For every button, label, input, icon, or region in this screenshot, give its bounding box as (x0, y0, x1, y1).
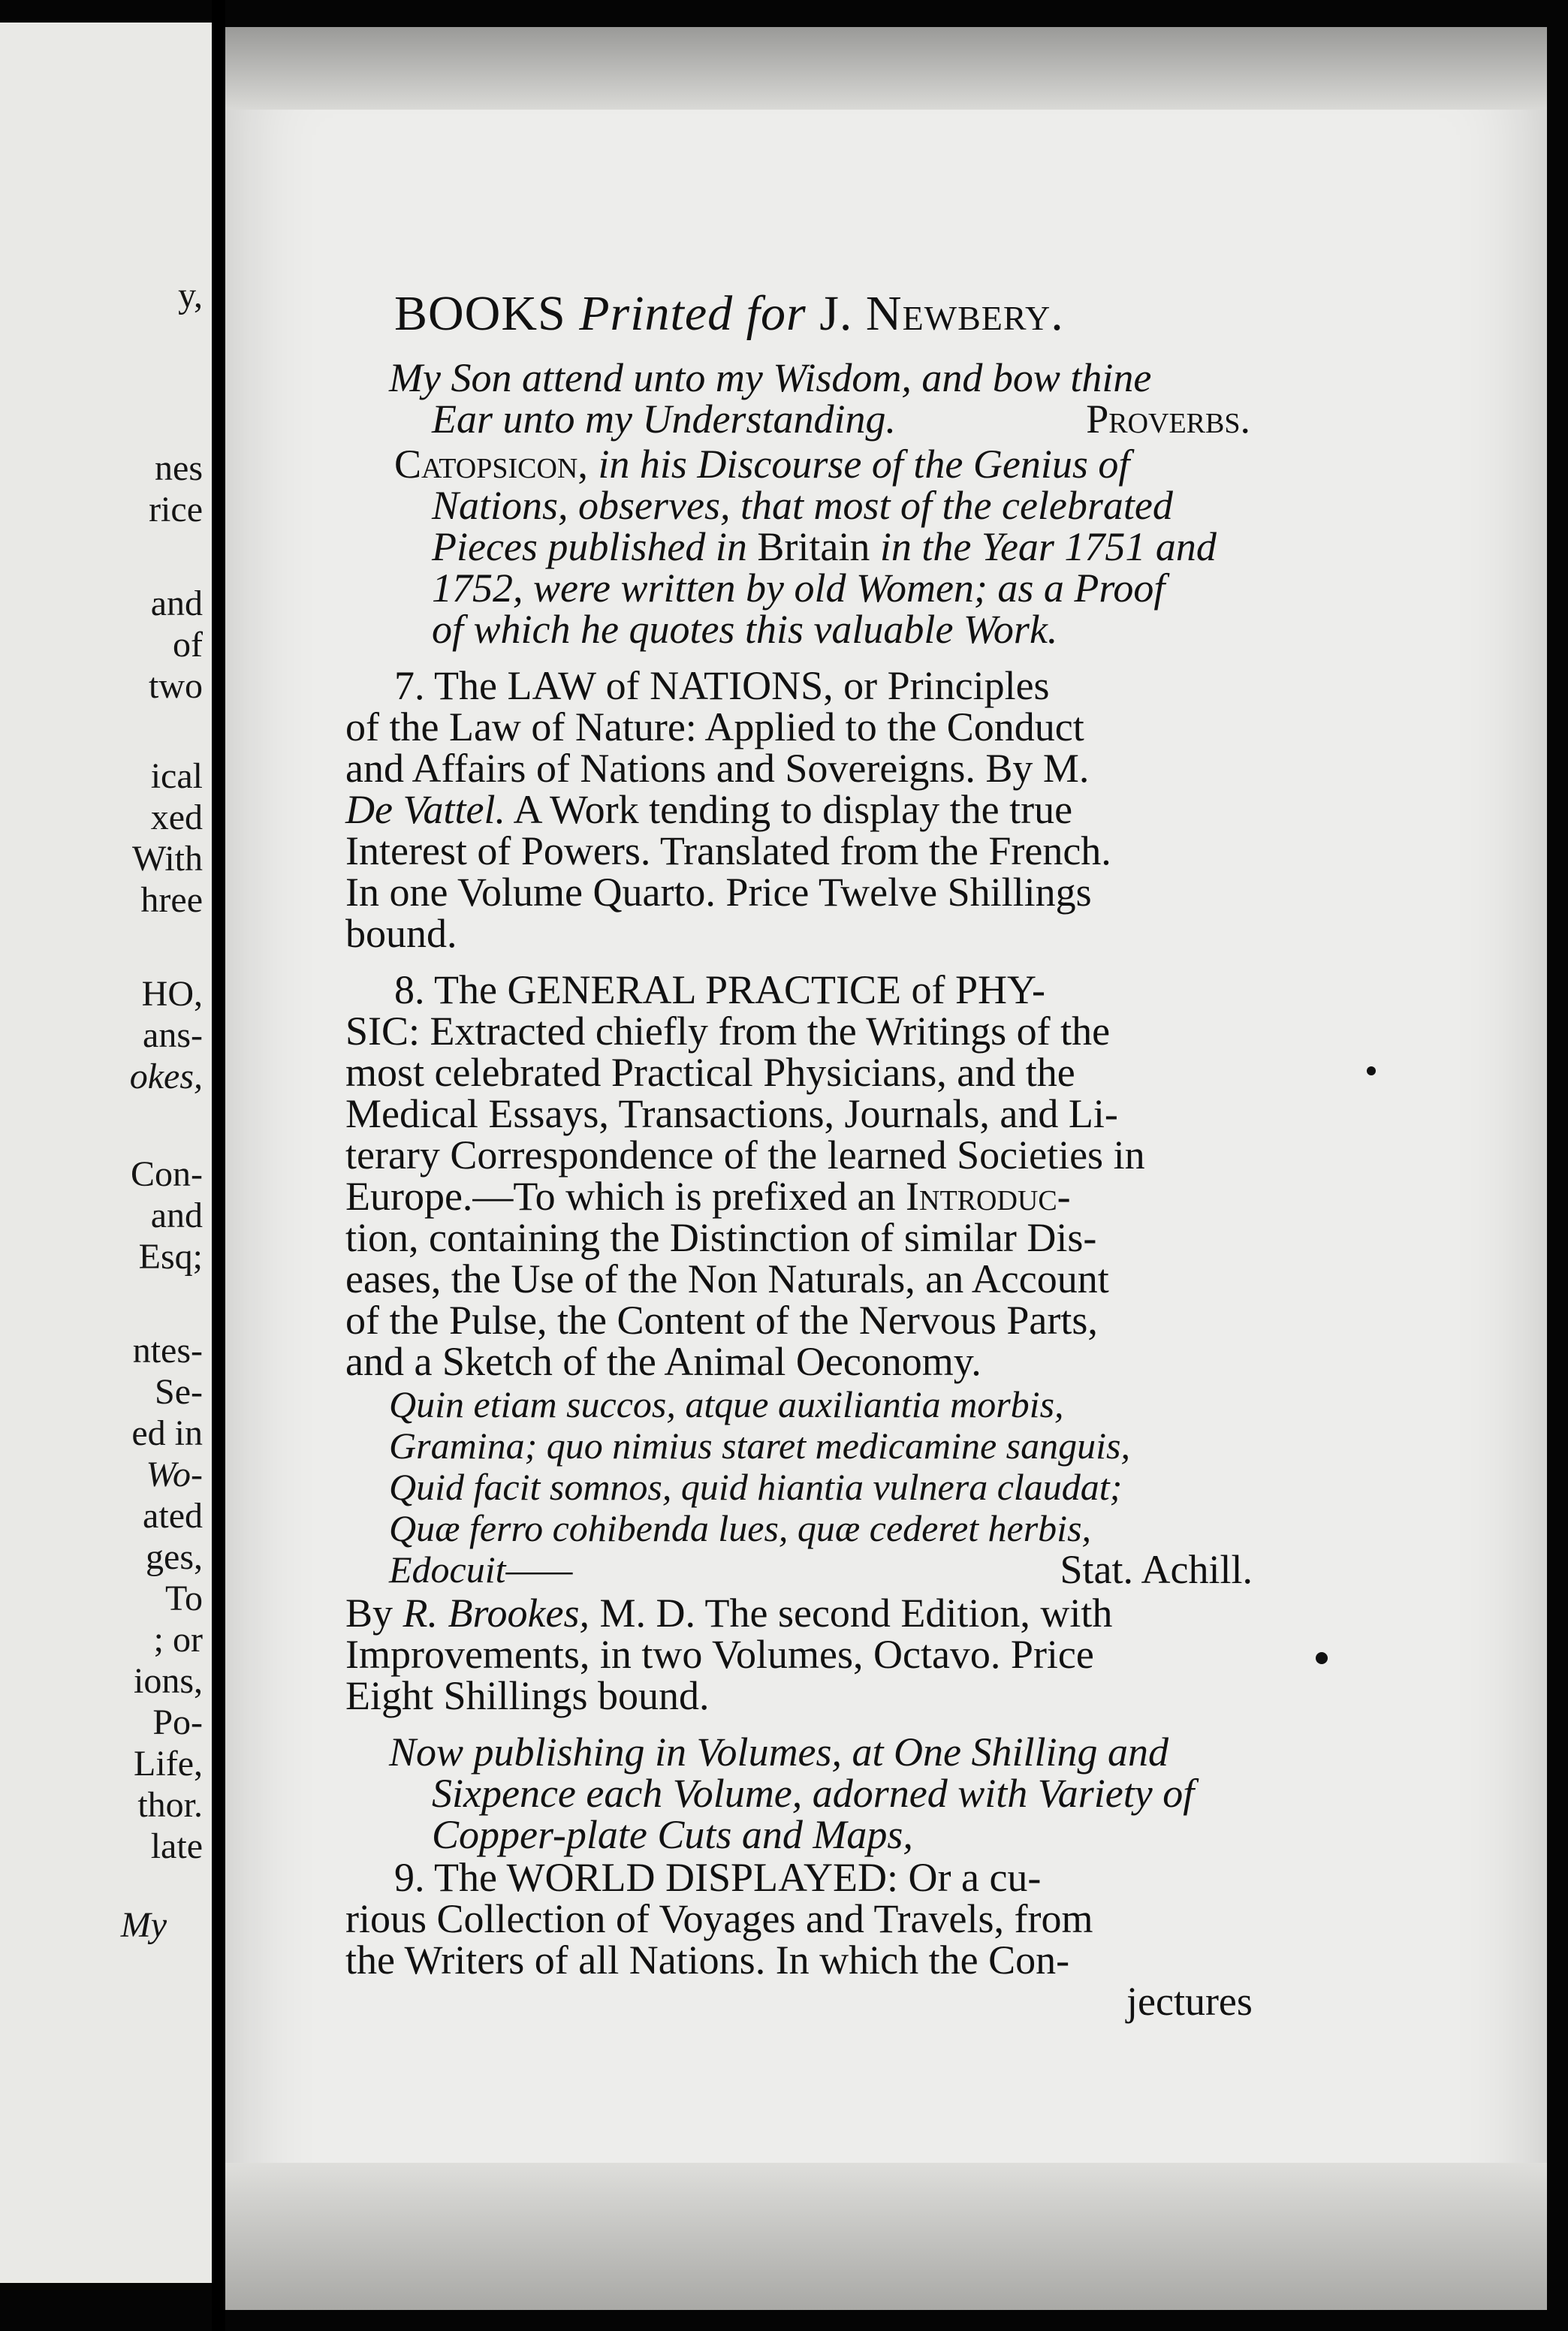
verse-source: Stat. Achill. (1060, 1547, 1253, 1592)
item8-tail-3: Eight Shillings bound. (345, 1673, 710, 1718)
item9-line-2: rious Collection of Voyages and Travels, from (345, 1896, 1093, 1941)
item7-line-5: Interest of Powers. Translated from the French. (345, 828, 1111, 873)
left-page-fragment: Esq; (138, 1237, 203, 1277)
book-gutter (212, 0, 225, 2331)
heading-printed-for: Printed for (579, 286, 807, 341)
left-page-fragment: ed in (131, 1413, 203, 1453)
left-page-fragment: xed (150, 798, 203, 837)
heading-publisher: J. Newbery. (819, 286, 1064, 341)
item8-line-7: tion, containing the Distinction of similar Dis- (345, 1215, 1097, 1260)
item8-line-5: terary Correspondence of the learned Societies in (345, 1132, 1145, 1178)
page-top-shadow (225, 27, 1547, 110)
notice-line-3: Copper-plate Cuts and Maps, (432, 1812, 913, 1857)
left-page-fragment: hree (140, 880, 203, 920)
left-page-fragment: Se- (155, 1372, 203, 1412)
notice-line-1: Now publishing in Volumes, at One Shilling and (389, 1729, 1169, 1775)
epigraph-source: Proverbs. (1086, 397, 1250, 442)
item7-line-4 (345, 789, 1072, 831)
intro-line-1-rest: in his Discourse of the Genius of (587, 442, 1130, 487)
verse-line-4: Quæ ferro cohibenda lues, quæ cederet herbis, (389, 1507, 1092, 1549)
intro-line-1 (394, 443, 1129, 485)
left-page-fragment: To (165, 1579, 203, 1618)
item8-line-3: most celebrated Practical Physicians, and the (345, 1050, 1075, 1095)
left-page-fragment: ; or (153, 1620, 203, 1660)
ink-speck (1316, 1652, 1328, 1664)
verse-line-3: Quid facit somnos, quid hiantia vulnera claudat; (389, 1466, 1123, 1508)
item7-author: De Vattel. (345, 787, 505, 832)
intro-line-5: of which he quotes this valuable Work. (432, 607, 1058, 652)
verse-line-5 (389, 1548, 1253, 1591)
item7-line-2: of the Law of Nature: Applied to the Conduct (345, 704, 1084, 749)
left-page-fragment: thor. (137, 1785, 203, 1825)
item7-line-6: In one Volume Quarto. Price Twelve Shillings (345, 870, 1092, 915)
tail-by: By (345, 1591, 403, 1636)
left-page-fragment: ges, (146, 1537, 203, 1577)
left-page-edge (0, 23, 213, 2283)
intro-britain: Britain (757, 524, 870, 569)
item9-line-3: the Writers of all Nations. In which the Con- (345, 1937, 1070, 1983)
epigraph-text: Ear unto my Understanding. (432, 397, 896, 442)
left-page-fragment: My (120, 1905, 167, 1945)
intro-line-3-c: in the Year 1751 and (870, 524, 1217, 569)
item7-line-3: and Affairs of Nations and Sovereigns. By M. (345, 746, 1090, 791)
epigraph-line-1: My Son attend unto my Wisdom, and bow thine (389, 355, 1152, 400)
left-page-fragment: two (149, 666, 203, 706)
left-page-fragment: With (131, 839, 203, 879)
left-page-fragment: and (150, 1196, 203, 1235)
item8-line-8: eases, the Use of the Non Naturals, an Account (345, 1256, 1109, 1301)
left-page-fragment: okes, (129, 1057, 203, 1096)
left-page-fragment: Wo- (146, 1455, 203, 1494)
ink-speck (1367, 1066, 1376, 1075)
item8-introduction: Introduc- (906, 1174, 1071, 1219)
item7-line-4-rest: A Work tending to display the true (505, 787, 1073, 832)
left-page-fragment: Con- (131, 1154, 203, 1194)
verse-line-1: Quin etiam succos, atque auxiliantia morbis, (389, 1383, 1064, 1425)
tail-rest: M. D. The second Edition, with (589, 1591, 1113, 1636)
left-page-fragment: of (173, 625, 203, 665)
left-page-fragment: ans- (143, 1015, 203, 1055)
heading-books: BOOKS (394, 286, 566, 341)
left-page-fragment: Po- (152, 1702, 203, 1742)
left-page-fragment: nes (155, 448, 203, 488)
item8-tail-2: Improvements, in two Volumes, Octavo. Price (345, 1632, 1094, 1677)
left-page-fragment: Life, (134, 1744, 203, 1784)
item8-line-9: of the Pulse, the Content of the Nervous Parts, (345, 1298, 1098, 1343)
item8-line-4: Medical Essays, Transactions, Journals, and Li- (345, 1091, 1118, 1136)
item8-line-6 (345, 1175, 1071, 1217)
verse-line-2: Gramina; quo nimius staret medicamine sanguis, (389, 1425, 1130, 1467)
intro-catopsicon: Catopsicon, (394, 442, 588, 487)
page-bottom-shadow (225, 2163, 1547, 2310)
item7-line-7: bound. (345, 911, 457, 956)
verse-edocuit: Edocuit—— (389, 1548, 573, 1591)
notice-line-2: Sixpence each Volume, adorned with Variety of (432, 1771, 1195, 1816)
left-page-fragment: ated (143, 1496, 203, 1536)
left-page-fragment: y, (178, 276, 203, 315)
item8-line-1: 8. The GENERAL PRACTICE of PHY- (394, 967, 1045, 1012)
intro-line-4: 1752, were written by old Women; as a Proof (432, 565, 1165, 611)
epigraph-line-2 (432, 398, 1250, 440)
left-page-fragment: late (150, 1826, 203, 1866)
intro-line-2: Nations, observes, that most of the celebrated (432, 483, 1173, 528)
page-heading (394, 285, 1064, 342)
item8-tail-1 (345, 1592, 1112, 1634)
catchword: jectures (1126, 1979, 1253, 2024)
left-page-fragment: ntes- (132, 1331, 203, 1371)
item8-line-2: SIC: Extracted chiefly from the Writings of the (345, 1009, 1111, 1054)
tail-author: R. Brookes, (403, 1591, 590, 1636)
item8-line-6-pre: Europe.—To which is prefixed an (345, 1174, 906, 1219)
left-page-fragment: ical (150, 756, 203, 796)
intro-line-3 (432, 526, 1217, 568)
item7-line-1: 7. The LAW of NATIONS, or Principles (394, 663, 1050, 708)
intro-line-3-a: Pieces published in (432, 524, 758, 569)
item8-line-10: and a Sketch of the Animal Oeconomy. (345, 1339, 982, 1384)
item9-line-1: 9. The WORLD DISPLAYED: Or a cu- (394, 1855, 1042, 1900)
left-page-fragment: HO, (141, 974, 203, 1014)
left-page-fragment: and (150, 584, 203, 623)
left-page-fragment: rice (149, 490, 203, 529)
left-page-fragment: ions, (133, 1661, 203, 1701)
